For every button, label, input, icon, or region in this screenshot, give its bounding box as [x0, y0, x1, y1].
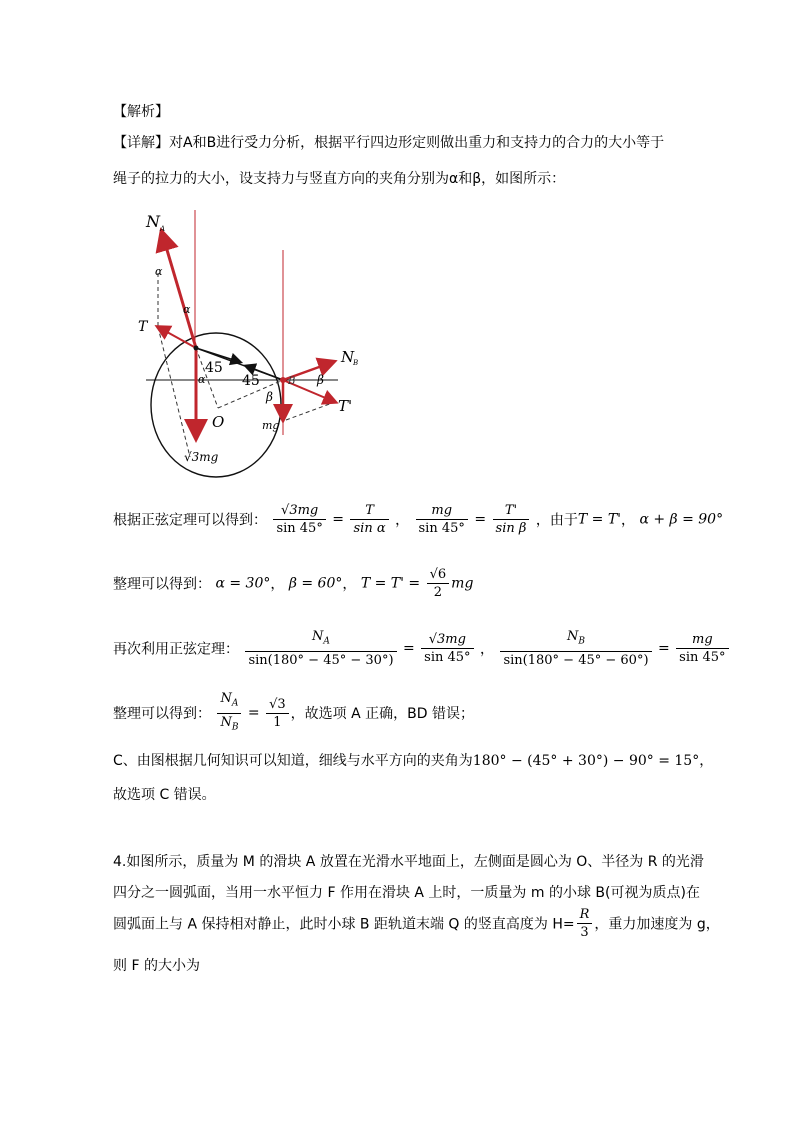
detail-line-1: [113, 129, 664, 157]
label-tprime: T': [338, 397, 353, 415]
eq3-frac-a-num-sub: A: [323, 636, 330, 647]
label-b: B: [288, 376, 296, 387]
eq1-prefix: 根据正弦定理可以得到：: [113, 512, 267, 529]
label-alpha-2: α: [183, 303, 191, 316]
detail-text-1: 对A和B进行受力分析，根据平行四边形定则做出重力和支持力的合力的大小等于: [169, 135, 665, 151]
eq3-frac-b-den: sin 45°: [421, 648, 473, 666]
equation-4: 整理可以得到： $\frac{N_A}{N_B}$ = $\frac{√3}{1}$ ，故选项 A 正确，BD 错误；: [113, 690, 474, 736]
eq3-frac-a-num: N: [312, 629, 324, 644]
detail-tag: 【详解】: [113, 135, 169, 151]
question-4-line-3-a: 圆弧面上与 A 保持相对静止，此时小球 B 距轨道末端 Q 的竖直高度为 H=: [113, 916, 575, 933]
part-c-line-2: 故选项 C 错误。: [113, 787, 216, 803]
question-4-line-4: 则 F 的大小为: [113, 958, 200, 974]
label-nb: N: [341, 348, 355, 366]
eq4-frac-rhs: [266, 696, 289, 731]
label-alpha-1: α: [155, 265, 163, 278]
eq4-suffix: ，故选项 A 正确，BD 错误；: [290, 706, 474, 723]
eq2-prefix: 整理可以得到：: [113, 576, 211, 593]
eq4-lhs-num: N: [220, 691, 232, 706]
part-c-expr: 180° − (45° + 30°) − 90° = 15°，: [472, 753, 714, 769]
ball-a: [194, 346, 199, 351]
eq3-frac-d-den: sin 45°: [676, 648, 728, 666]
eq1-tail2: α + β = 90°: [639, 511, 724, 528]
question-4-frac: [577, 906, 593, 941]
label-alpha-3: α: [198, 373, 206, 386]
equation-2: 整理可以得到： α = 30°， β = 60°， T = T' = $\frac{√6}{2}$ mg: [113, 567, 474, 600]
eq1-frac-c-den: sin 45°: [416, 519, 468, 537]
eq1-frac-d-den: sin β: [493, 519, 530, 537]
label-t: T: [138, 319, 148, 335]
eq3-frac-d: [676, 631, 728, 666]
question-4-line-2: 四分之一圆弧面，当用一水平恒力 F 作用在滑块 A 上时，一质量为 m 的小球 B(可视为质点)在: [113, 885, 700, 901]
eq3-frac-b: [421, 631, 473, 666]
eq1-frac-d-num: T': [504, 503, 518, 518]
label-nb-sub: B: [353, 359, 358, 367]
label-o: O: [212, 413, 225, 431]
eq1-frac-c-num: mg: [431, 503, 453, 518]
na-arrow: [162, 233, 196, 348]
label-mg: mg: [262, 419, 280, 432]
eq3-prefix: 再次利用正弦定理：: [113, 641, 239, 658]
part-c-line-1: [113, 750, 713, 770]
eq3-frac-c: [500, 628, 651, 669]
label-na: N: [146, 212, 160, 231]
eq1-frac-b: [350, 502, 388, 537]
eq3-frac-a: [245, 628, 396, 669]
eq4-lhs-num-sub: A: [231, 698, 239, 709]
eq1-frac-d: [493, 502, 530, 537]
question-4-frac-den: 3: [577, 923, 593, 941]
eq3-frac-c-num-sub: B: [578, 636, 585, 647]
label-na-sub: A: [160, 225, 166, 233]
detail-line-2: 绳子的拉力的大小，设支持力与竖直方向的夹角分别为α和β，如图所示：: [113, 171, 566, 187]
eq1-frac-b-num: T: [365, 503, 374, 518]
eq4-prefix: 整理可以得到：: [113, 706, 211, 723]
eq2-alpha: α = 30°: [215, 575, 271, 592]
eq3-frac-a-den: sin(180° − 45° − 30°): [245, 651, 396, 669]
force-diagram: [138, 205, 358, 480]
eq2-frac: [427, 566, 450, 601]
eq2-frac-num: √6: [429, 567, 447, 582]
question-4-line-3-b: ，重力加速度为 g，: [594, 916, 720, 933]
label-45-b: 45: [242, 373, 260, 389]
ball-b: [280, 377, 286, 383]
eq3-frac-b-num: √3mg: [428, 631, 466, 647]
question-4-frac-num: R: [579, 907, 590, 922]
part-c-text: C、由图根据几何知识可以知道，细线与水平方向的夹角为: [113, 753, 473, 769]
eq4-rhs-den: 1: [266, 713, 289, 731]
eq2-frac-den: 2: [427, 583, 450, 601]
section-heading: 【解析】: [113, 104, 169, 120]
question-4-line-3: [113, 906, 720, 941]
eq1-frac-b-den: sin α: [350, 519, 388, 537]
eq4-lhs-den-sub: B: [231, 722, 239, 733]
label-beta-2: β: [266, 390, 273, 404]
eq1-frac-c: [416, 502, 468, 537]
eq1-frac-a-num: √3mg: [281, 503, 319, 518]
eq3-frac-c-num: N: [566, 629, 579, 644]
eq1-mid: ，由于: [535, 512, 578, 529]
equation-3: 再次利用正弦定理： $\frac{N_A}{\sin(180^\circ - 45^\circ - 30^\circ)}$ = $\frac{√3mg}{\sin 45^\circ}$ ， $\frac{N_B}{\sin(180^\circ - 45^\circ - 60^\circ)}$ = $\frac{mg}{\sin 45^\circ}$: [113, 628, 731, 669]
eq2-beta: β = 60°: [288, 575, 343, 592]
dashed-right: [286, 402, 335, 420]
eq2-t-tail: mg: [451, 575, 474, 592]
eq1-tail1: T = T': [577, 511, 622, 528]
equation-1: 根据正弦定理可以得到： $\frac{√3mg}{\sin 45^\circ}$ = $\frac{T}{\text{sin α}}$ ， $\frac{mg}{\sin 45^\circ}$ = $\frac{T'}{\text{sin β}}$ ，由于T = T'， α + β = 90°: [113, 503, 724, 536]
eq1-frac-a-den: sin 45°: [273, 519, 325, 537]
label-beta-1: β: [317, 373, 324, 387]
eq3-frac-d-num: mg: [692, 631, 713, 647]
eq4-lhs-den: N: [220, 714, 232, 730]
label-root3mg: √3mg: [184, 450, 219, 464]
eq2-t-lhs: T = T' =: [360, 575, 421, 592]
label-45-a: 45: [205, 360, 223, 376]
eq4-frac-lhs: [217, 690, 241, 736]
eq1-frac-a: [273, 502, 325, 537]
eq3-frac-c-den: sin(180° − 45° − 60°): [500, 651, 651, 669]
dashed-diag: [158, 327, 190, 457]
eq4-rhs-num: √3: [269, 696, 286, 712]
question-4-line-1: 4.如图所示，质量为 M 的滑块 A 放置在光滑水平地面上，左侧面是圆心为 O、半径为 R 的光滑: [113, 854, 704, 870]
